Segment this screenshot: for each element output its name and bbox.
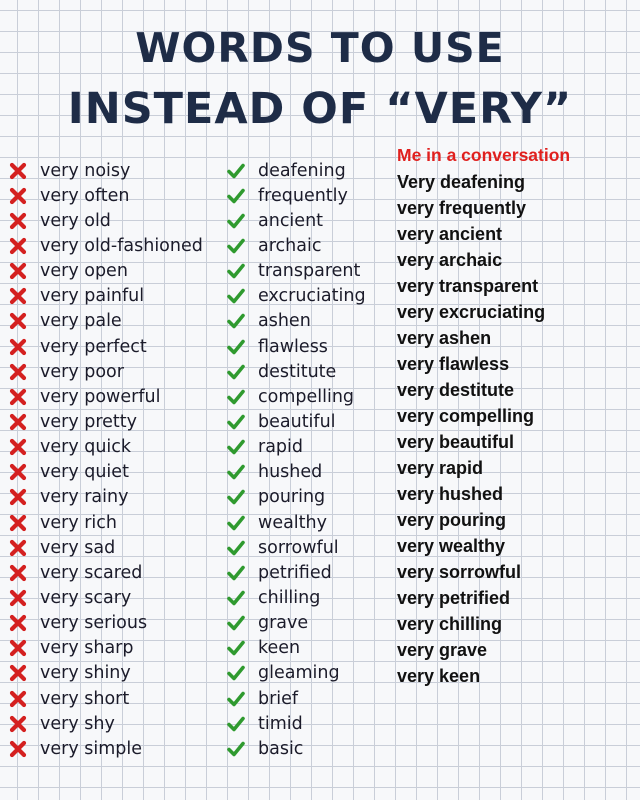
avoid-item — [8, 259, 203, 284]
use-item-text: compelling — [258, 386, 355, 407]
avoid-item — [8, 309, 203, 334]
red-x-icon — [8, 739, 28, 759]
conversation-line: very hushed — [397, 483, 504, 504]
conversation-line: very excruciating — [397, 301, 546, 322]
green-check-icon — [226, 186, 246, 206]
use-item — [226, 611, 366, 636]
use-item — [226, 158, 366, 183]
green-check-icon — [226, 211, 246, 231]
use-item-text: destitute — [258, 361, 337, 382]
avoid-item — [8, 736, 203, 761]
avoid-item-text: very perfect — [40, 336, 147, 357]
avoid-item — [8, 585, 203, 610]
use-item-text: wealthy — [258, 512, 327, 533]
avoid-item — [8, 233, 203, 258]
conversation-line: very flawless — [397, 353, 510, 374]
red-x-icon — [8, 236, 28, 256]
red-x-icon — [8, 513, 28, 533]
title-line-1: WORDS TO USE — [135, 24, 505, 72]
use-item-text: petrified — [258, 562, 332, 583]
use-item-text: sorrowful — [258, 537, 339, 558]
red-x-icon — [8, 362, 28, 382]
avoid-item — [8, 384, 203, 409]
green-check-icon — [226, 638, 246, 658]
avoid-item-text: very shiny — [40, 663, 131, 684]
use-item-text: gleaming — [258, 663, 340, 684]
use-item — [226, 233, 366, 258]
use-item-text: archaic — [258, 235, 322, 256]
green-check-icon — [226, 311, 246, 331]
use-item-text: pouring — [258, 487, 326, 508]
green-check-icon — [226, 161, 246, 181]
green-check-icon — [226, 739, 246, 759]
green-check-icon — [226, 663, 246, 683]
use-item — [226, 359, 366, 384]
use-item — [226, 384, 366, 409]
green-check-icon — [226, 362, 246, 382]
avoid-item-text: very poor — [40, 361, 124, 382]
red-x-icon — [8, 714, 28, 734]
red-x-icon — [8, 186, 28, 206]
use-item — [226, 636, 366, 661]
green-check-icon — [226, 462, 246, 482]
avoid-item-text: very old — [40, 210, 111, 231]
avoid-item-text: very serious — [40, 613, 148, 634]
avoid-item-text: very rich — [40, 512, 118, 533]
red-x-icon — [8, 261, 28, 281]
avoid-item — [8, 284, 203, 309]
avoid-item-text: very sad — [40, 537, 116, 558]
avoid-item — [8, 535, 203, 560]
avoid-item — [8, 460, 203, 485]
red-x-icon — [8, 211, 28, 231]
green-check-icon — [226, 286, 246, 306]
use-item-text: rapid — [258, 437, 303, 458]
use-instead-list — [226, 158, 366, 761]
use-item-text: chilling — [258, 587, 321, 608]
use-item — [226, 535, 366, 560]
title-line-2: INSTEAD OF “VERY” — [67, 84, 573, 134]
avoid-item-text: very sharp — [40, 638, 134, 659]
use-item — [226, 208, 366, 233]
red-x-icon — [8, 311, 28, 331]
use-item-text: keen — [258, 638, 301, 659]
use-item — [226, 435, 366, 460]
avoid-item-text: very simple — [40, 738, 143, 759]
conversation-line: very sorrowful — [397, 561, 522, 582]
use-item — [226, 711, 366, 736]
green-check-icon — [226, 588, 246, 608]
avoid-item-text: very scared — [40, 562, 143, 583]
red-x-icon — [8, 538, 28, 558]
avoid-item — [8, 409, 203, 434]
use-item — [226, 309, 366, 334]
avoid-item — [8, 560, 203, 585]
conversation-line: very chilling — [397, 613, 503, 634]
avoid-item — [8, 636, 203, 661]
avoid-item — [8, 334, 203, 359]
green-check-icon — [226, 412, 246, 432]
red-x-icon — [8, 437, 28, 457]
avoid-item-text: very often — [40, 185, 130, 206]
avoid-item-text: very pale — [40, 311, 122, 332]
red-x-icon — [8, 161, 28, 181]
green-check-icon — [226, 261, 246, 281]
use-item-text: frequently — [258, 185, 348, 206]
use-item — [226, 686, 366, 711]
conversation-line: very petrified — [397, 587, 511, 608]
avoid-item-text: very noisy — [40, 160, 131, 181]
conversation-list — [397, 169, 545, 689]
conversation-line: Very deafening — [397, 171, 526, 192]
green-check-icon — [226, 487, 246, 507]
use-item-text: beautiful — [258, 411, 336, 432]
conversation-line: very pouring — [397, 509, 507, 530]
use-item-text: ancient — [258, 210, 324, 231]
use-item — [226, 284, 366, 309]
green-check-icon — [226, 563, 246, 583]
use-item — [226, 334, 366, 359]
red-x-icon — [8, 663, 28, 683]
conversation-line: very wealthy — [397, 535, 506, 556]
avoid-item-text: very rainy — [40, 487, 129, 508]
red-x-icon — [8, 487, 28, 507]
use-item — [226, 485, 366, 510]
use-item — [226, 259, 366, 284]
green-check-icon — [226, 236, 246, 256]
green-check-icon — [226, 513, 246, 533]
use-item — [226, 585, 366, 610]
use-item — [226, 183, 366, 208]
red-x-icon — [8, 337, 28, 357]
green-check-icon — [226, 689, 246, 709]
use-item-text: brief — [258, 688, 299, 709]
conversation-line: very beautiful — [397, 431, 515, 452]
green-check-icon — [226, 387, 246, 407]
conversation-line: very keen — [397, 665, 481, 686]
conversation-line: very frequently — [397, 197, 527, 218]
avoid-item — [8, 711, 203, 736]
conversation-line: very compelling — [397, 405, 535, 426]
use-item-text: timid — [258, 713, 303, 734]
use-item-text: deafening — [258, 160, 346, 181]
green-check-icon — [226, 714, 246, 734]
conversation-line: very destitute — [397, 379, 515, 400]
red-x-icon — [8, 462, 28, 482]
avoid-item-text: very scary — [40, 587, 132, 608]
conversation-line: very transparent — [397, 275, 539, 296]
avoid-item-text: very quiet — [40, 462, 129, 483]
use-item-text: ashen — [258, 311, 311, 332]
avoid-item — [8, 435, 203, 460]
avoid-item-text: very old-fashioned — [40, 235, 203, 256]
green-check-icon — [226, 613, 246, 633]
use-item — [226, 661, 366, 686]
avoid-item-text: very powerful — [40, 386, 161, 407]
use-item-text: flawless — [258, 336, 328, 357]
avoid-item — [8, 611, 203, 636]
use-item — [226, 409, 366, 434]
avoid-item-text: very short — [40, 688, 130, 709]
red-x-icon — [8, 286, 28, 306]
green-check-icon — [226, 538, 246, 558]
avoid-item — [8, 661, 203, 686]
avoid-item — [8, 359, 203, 384]
use-item-text: transparent — [258, 261, 361, 282]
red-x-icon — [8, 412, 28, 432]
avoid-item — [8, 183, 203, 208]
use-item — [226, 560, 366, 585]
avoid-item-text: very open — [40, 261, 128, 282]
avoid-item-text: very pretty — [40, 411, 138, 432]
use-item-text: excruciating — [258, 286, 366, 307]
avoid-item — [8, 158, 203, 183]
avoid-item-text: very painful — [40, 286, 145, 307]
conversation-line: very archaic — [397, 249, 503, 270]
avoid-item — [8, 485, 203, 510]
conversation-heading: Me in a conversation — [397, 145, 571, 165]
green-check-icon — [226, 437, 246, 457]
avoid-item — [8, 208, 203, 233]
red-x-icon — [8, 613, 28, 633]
use-item-text: grave — [258, 613, 309, 634]
use-item-text: hushed — [258, 462, 323, 483]
avoid-item — [8, 686, 203, 711]
use-item — [226, 460, 366, 485]
use-item — [226, 510, 366, 535]
red-x-icon — [8, 563, 28, 583]
use-item — [226, 736, 366, 761]
conversation-line: very ancient — [397, 223, 503, 244]
red-x-icon — [8, 638, 28, 658]
avoid-list — [8, 158, 203, 761]
avoid-item-text: very shy — [40, 713, 115, 734]
conversation-line: very rapid — [397, 457, 484, 478]
conversation-line: very grave — [397, 639, 488, 660]
avoid-item-text: very quick — [40, 437, 132, 458]
green-check-icon — [226, 337, 246, 357]
red-x-icon — [8, 588, 28, 608]
red-x-icon — [8, 387, 28, 407]
red-x-icon — [8, 689, 28, 709]
use-item-text: basic — [258, 738, 304, 759]
conversation-line: very ashen — [397, 327, 492, 348]
avoid-item — [8, 510, 203, 535]
